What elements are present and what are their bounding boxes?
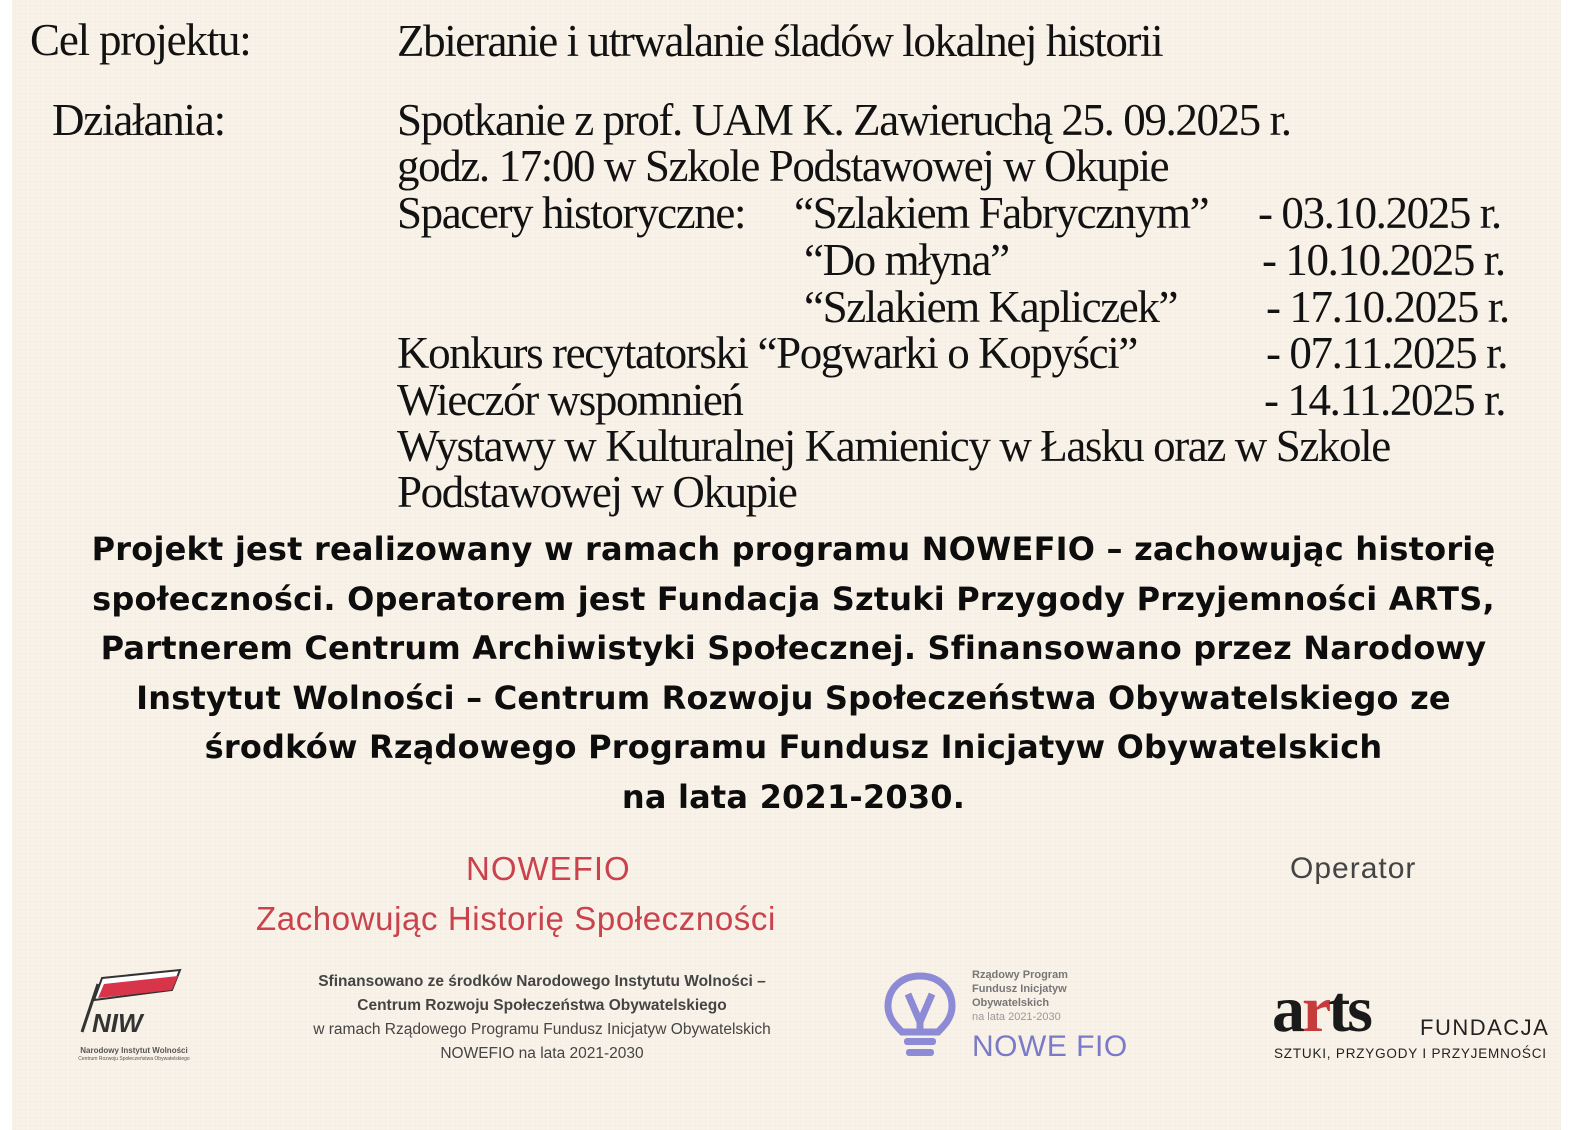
activities-label: Działania: [52, 95, 225, 145]
funding-line: Instytut Wolności – Centrum Rozwoju Społeczeństwa Obywatelskiego ze [136, 678, 1451, 717]
niw-caption [64, 1046, 204, 1062]
financing-line: Sfinansowano ze środków Narodowego Instytutu Wolności – [318, 973, 766, 990]
funding-line: środków Rządowego Programu Fundusz Inicjatyw Obywatelskich [204, 728, 1383, 766]
page-edge-right [1561, 0, 1587, 1130]
funding-line: na lata 2021-2030. [621, 777, 966, 816]
walk-name-1: “Szlakiem Fabrycznym” [794, 188, 1209, 238]
financing-text [262, 970, 822, 1066]
niw-caption-line-2: Centrum Rozwoju Społeczeństwa Obywatelskiego [78, 1056, 190, 1062]
walks-label: Spacery historyczne: [397, 188, 746, 238]
walk-date-2: - 10.10.2025 r. [1262, 235, 1505, 285]
arts-subtitle: SZTUKI, PRZYGODY I PRZYJEMNOŚCI [1274, 1046, 1547, 1061]
financing-line: w ramach Rządowego Programu Fundusz Inicjatyw Obywatelskich [313, 1021, 771, 1038]
walk-date-3: - 17.10.2025 r. [1266, 282, 1509, 332]
rp-line: Obywatelskich [972, 997, 1050, 1009]
goal-text: Zbieranie i utrwalanie śladów lokalnej historii [397, 16, 1163, 66]
program-title: NOWEFIO [466, 850, 631, 887]
meeting-line-1: Spotkanie z prof. UAM K. Zawieruchą 25. 09.2025 r. [397, 95, 1291, 145]
lightbulb-icon [884, 972, 956, 1064]
arts-letters-ts: ts [1328, 973, 1370, 1046]
evening-name: Wieczór wspomnień [397, 375, 743, 425]
niw-logo [74, 968, 186, 1042]
arts-letter-r: r [1302, 973, 1329, 1046]
program-subtitle: Zachowując Historię Społeczności [256, 900, 776, 937]
niw-caption-line-1: Narodowy Instytut Wolności [80, 1046, 188, 1055]
goal-label: Cel projektu: [30, 15, 251, 65]
contest-date: - 07.11.2025 r. [1266, 328, 1508, 378]
rp-line: na lata 2021-2030 [972, 1011, 1061, 1023]
financing-line: Centrum Rozwoju Społeczeństwa Obywatelskiego [357, 997, 727, 1014]
operator-label: Operator [1290, 852, 1417, 885]
exhibitions-line-2: Podstawowej w Okupie [397, 467, 797, 517]
evening-date: - 14.11.2025 r. [1264, 375, 1506, 425]
arts-logo [1272, 972, 1370, 1048]
contest-name: Konkurs recytatorski “Pogwarki o Kopyści” [397, 328, 1137, 378]
niw-logo-text: NIW [92, 1008, 143, 1038]
rp-line: Fundusz Inicjatyw [972, 983, 1067, 995]
funding-line: społeczności. Operatorem jest Fundacja Sztuki Przygody Przyjemności ARTS, [92, 579, 1495, 618]
arts-fundacja: FUNDACJA [1420, 1015, 1550, 1040]
funding-line: Partnerem Centrum Archiwistyki Społecznej. Sfinansowano przez Narodowy [100, 629, 1487, 667]
meeting-line-2: godz. 17:00 w Szkole Podstawowej w Okupie [397, 141, 1169, 191]
page-edge-left [0, 0, 12, 1130]
walk-name-2: “Do młyna” [804, 235, 1009, 285]
walk-name-3: “Szlakiem Kapliczek” [804, 282, 1178, 332]
funding-line: Projekt jest realizowany w ramach programu NOWEFIO – zachowując historię [91, 530, 1496, 568]
financing-line: NOWEFIO na lata 2021-2030 [440, 1045, 644, 1062]
arts-letter-a: a [1272, 973, 1302, 1046]
rp-text [972, 968, 1068, 1024]
rp-line: Rządowy Program [972, 969, 1068, 981]
nowefio-logo-text: NOWE FIO [972, 1030, 1128, 1063]
funding-statement [40, 525, 1547, 822]
walk-date-1: - 03.10.2025 r. [1258, 188, 1501, 238]
exhibitions-line-1: Wystawy w Kulturalnej Kamienicy w Łasku oraz w Szkole [397, 421, 1390, 471]
